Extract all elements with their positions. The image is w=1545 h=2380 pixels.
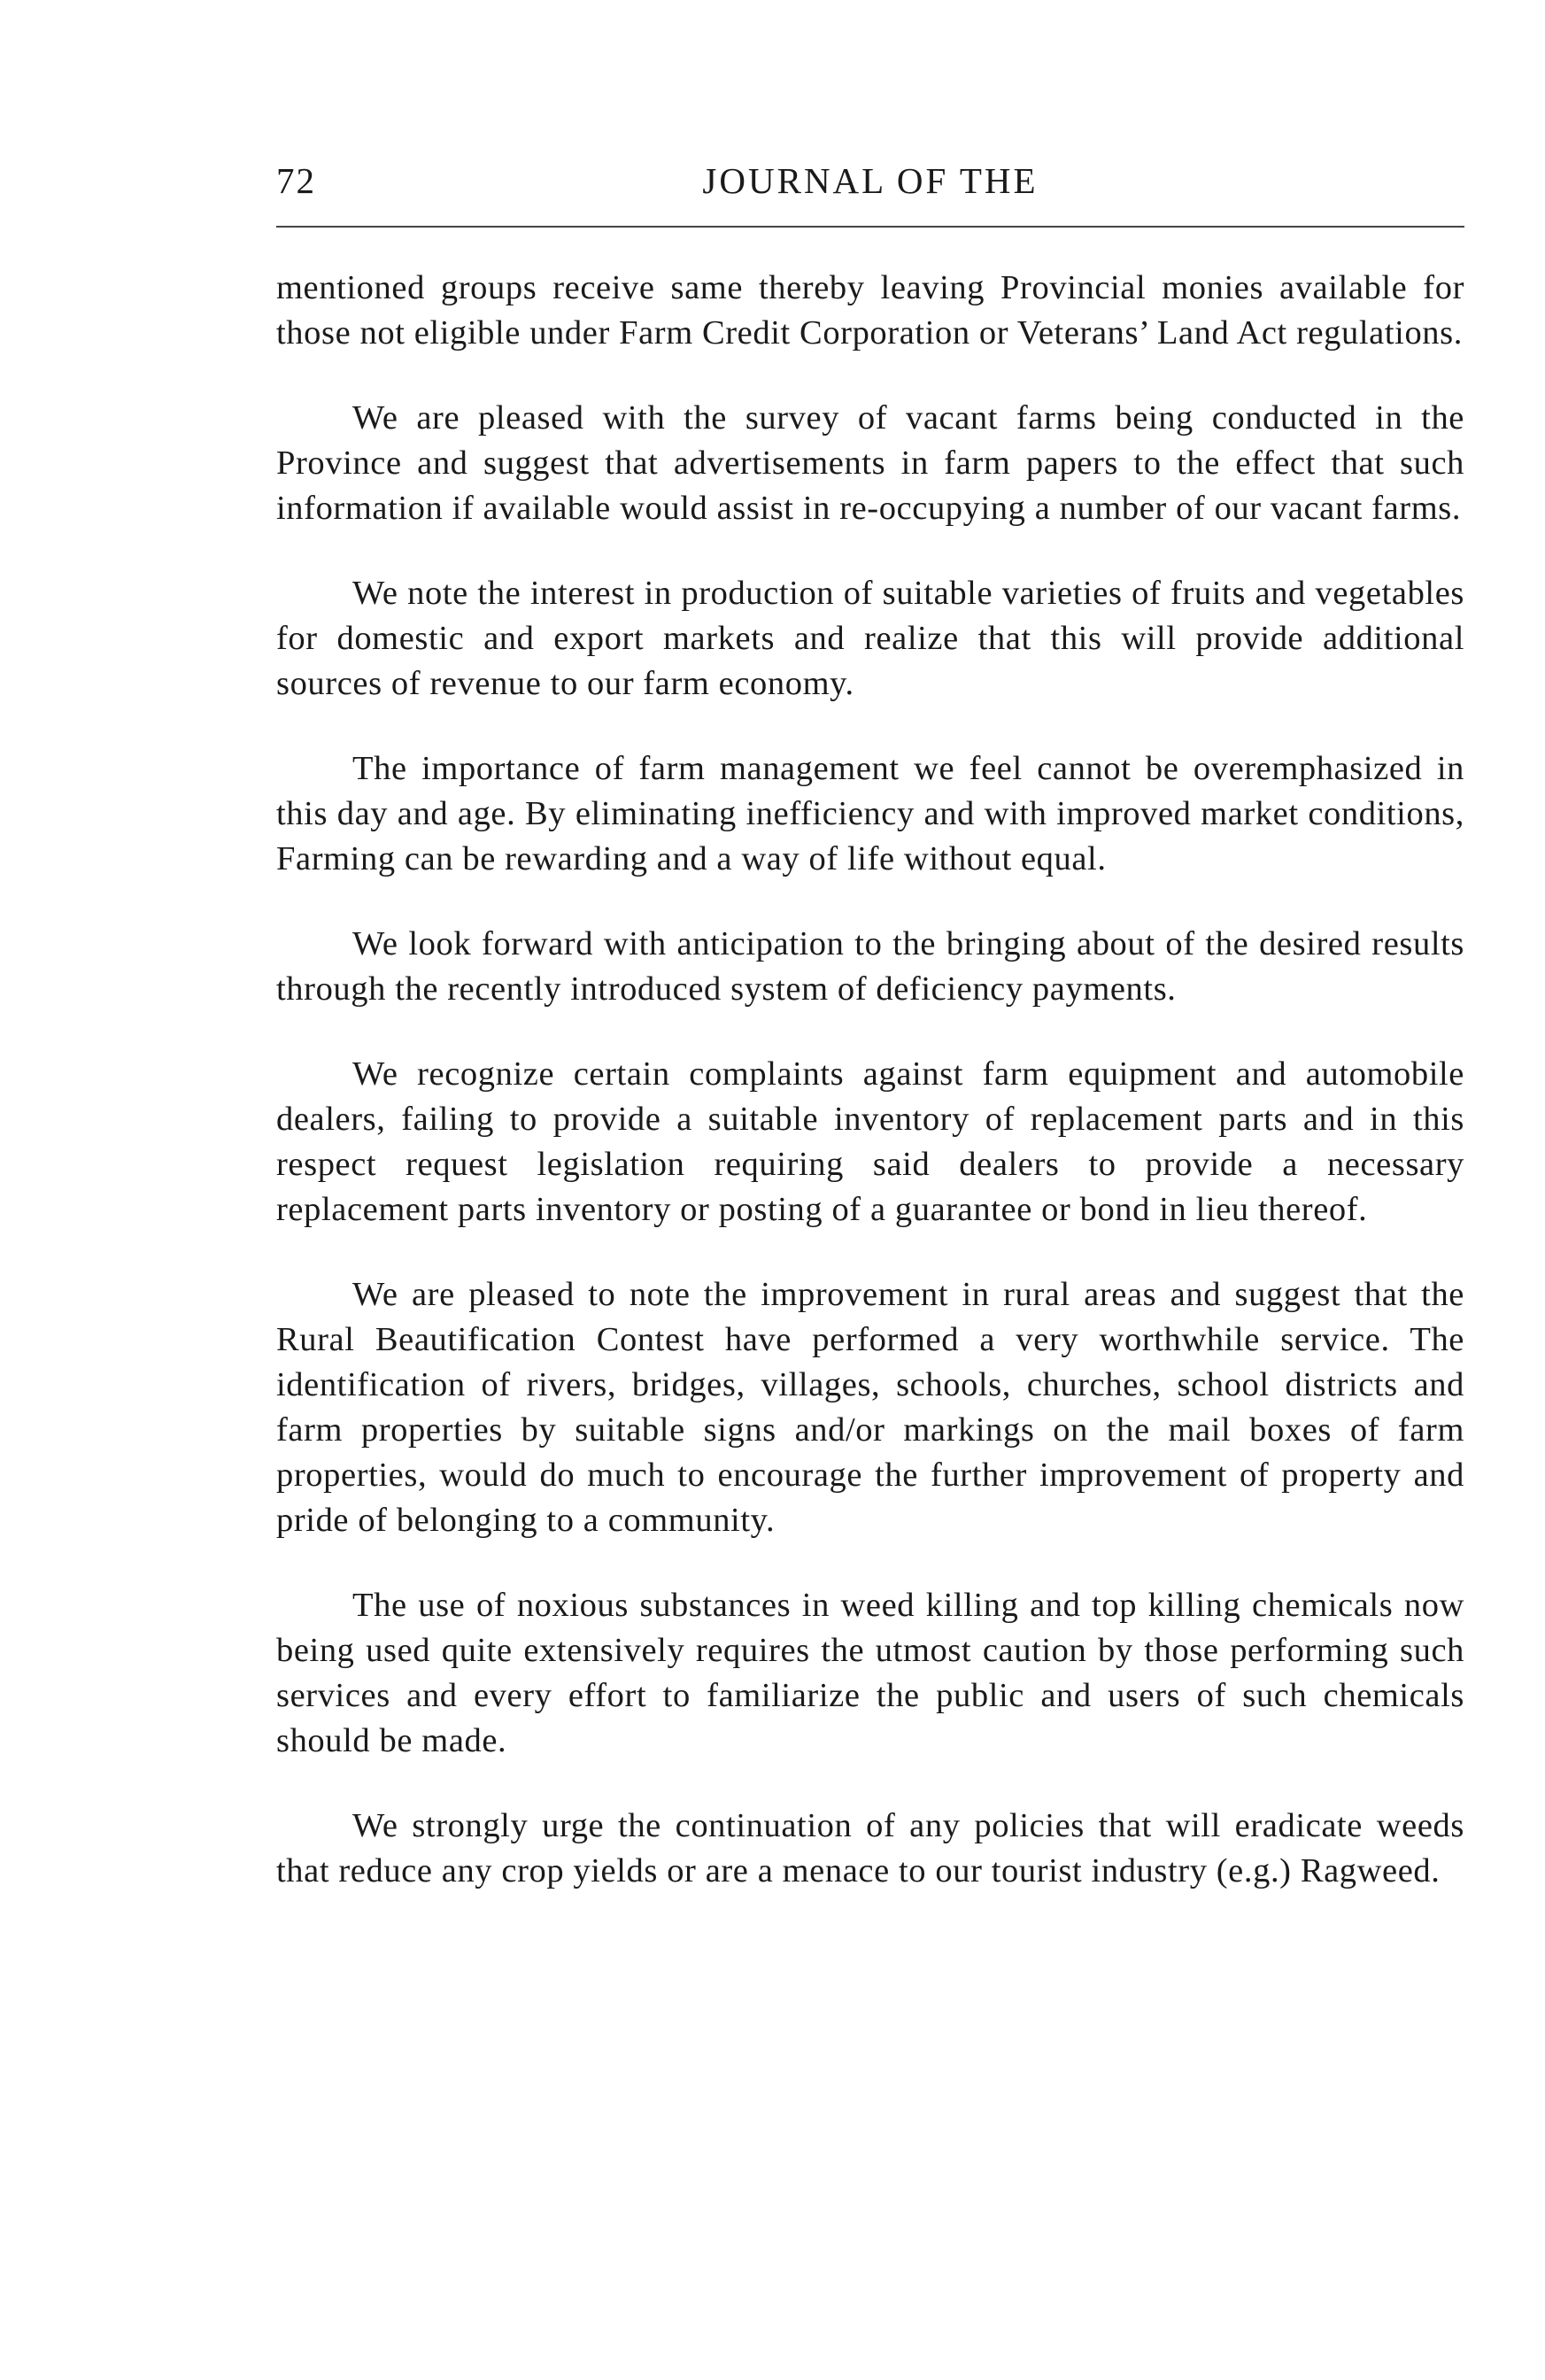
body-text: [276, 266, 1464, 1934]
paragraph: We are pleased with the survey of vacant farms being conducted in the Province and suggest that advertisements in farm papers to the effect that such information if available would assist in re-occupying a number of our vacant farms.: [276, 399, 1464, 527]
paragraph: We strongly urge the continuation of any policies that will eradicate weeds that reduce any crop yields or are a menace to our tourist industry (e.g.) Ragweed.: [276, 1807, 1464, 1889]
paragraph-continued: mentioned groups receive same thereby leaving Provincial monies available for those not eligible under Farm Credit Corporation or Veterans’ Land Act regulations.: [276, 269, 1464, 352]
page-number: 72: [276, 160, 316, 201]
paragraph: We are pleased to note the improvement in rural areas and suggest that the Rural Beautification Contest have performed a very worthwhile service. The identification of rivers, bridges, villages, schools, churches, school districts and farm properties by suitable signs and/or markings on the mail boxes of farm properties, would do much to encourage the further improvement of property and pride of belonging to a community.: [276, 1276, 1464, 1539]
journal-title: JOURNAL OF THE: [702, 160, 1039, 201]
header-rule: [276, 226, 1464, 228]
paragraph: We look forward with anticipation to the bringing about of the desired results through the recently introduced system of deficiency payments.: [276, 925, 1464, 1008]
paragraph: We note the interest in production of suitable varieties of fruits and vegetables for domestic and export markets and realize that this will provide additional sources of revenue to our farm economy.: [276, 575, 1464, 702]
running-head: [276, 159, 1464, 212]
paragraph: The use of noxious substances in weed killing and top killing chemicals now being used quite extensively requires the utmost caution by those performing such services and every effort to familiarize the public and users of such chemicals should be made.: [276, 1587, 1464, 1759]
paragraph: We recognize certain complaints against farm equipment and automobile dealers, failing to provide a suitable inventory of replacement parts and in this respect request legislation requiring said dealers to provide a necessary replacement parts inventory or posting of a guarantee or bond in lieu thereof.: [276, 1055, 1464, 1228]
paragraph: The importance of farm management we feel cannot be overemphasized in this day and age. By eliminating inefficiency and with improved market conditions, Farming can be rewarding and a way of life without equal.: [276, 750, 1464, 877]
